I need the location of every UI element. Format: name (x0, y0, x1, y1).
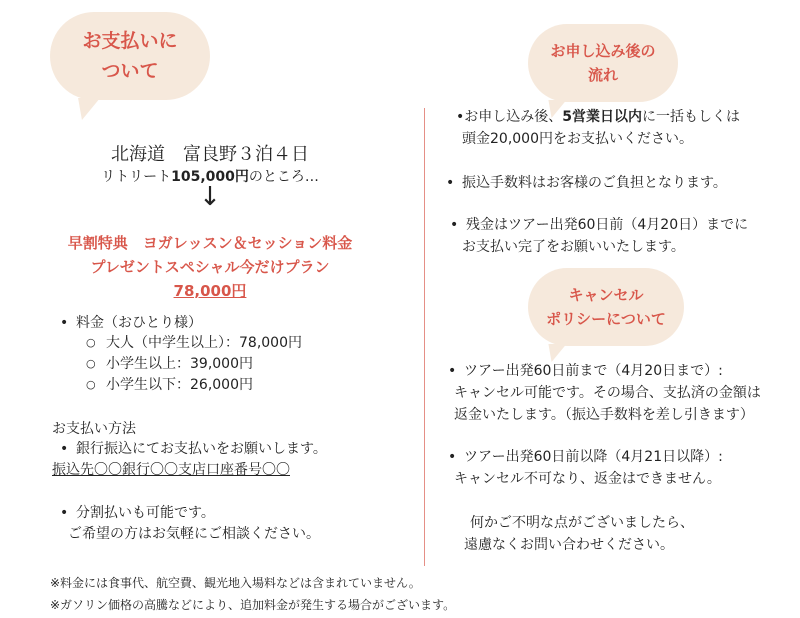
payment-bank-transfer: • 銀行振込にてお支払いをお願いします。 (76, 440, 327, 458)
promo-price: 78,000円 (173, 282, 247, 300)
down-arrow-icon: ↓ (199, 182, 221, 212)
flow-step3-line1: • 残金はツアー出発60日前（4月20日）までに (466, 216, 748, 234)
fee-heading: • 料金（おひとり様） (76, 314, 202, 332)
installment-line1: • 分割払いも可能です。 (76, 504, 215, 522)
flow-bubble-line1: お申し込み後の (550, 42, 656, 60)
fee-adult: ○ 大人（中学生以上）：78,000円 (106, 334, 302, 352)
column-divider (424, 108, 425, 566)
fee-below-elementary: ○ 小学生以下：26,000円 (106, 376, 253, 394)
cancel-bubble-line1: キャンセル (568, 286, 644, 304)
contact-line1: 何かご不明な点がございましたら、 (470, 515, 694, 531)
promo-line2: プレゼントスペシャル今だけプラン (90, 258, 330, 276)
flow-step3-line2: お支払い完了をお願いいたします。 (462, 239, 685, 255)
cancel-policy1-line1: • ツアー出発60日前まで（4月20日まで）: (464, 362, 723, 380)
cancel-bubble-line2: ポリシーについて (546, 310, 666, 328)
cancel-policy1-line2: キャンセル可能です。その場合、支払済の金額は (454, 385, 761, 401)
tour-title: 北海道 富良野３泊４日 (111, 144, 309, 165)
payment-account: 振込先〇〇銀行〇〇支店口座番号〇〇 (52, 462, 290, 478)
flow-step1-line2: 頭金20,000円をお支払いください。 (462, 131, 693, 147)
contact-line2: 遠慮なくお問い合わせください。 (464, 537, 674, 553)
flow-bubble-line2: 流れ (587, 66, 618, 84)
cancel-policy1-line3: 返金いたします。（振込手数料を差し引きます） (454, 407, 754, 423)
payment-method-heading: お支払い方法 (52, 421, 136, 437)
footer-note2: ※ガソリン価格の高騰などにより、追加料金が発生する場合がございます。 (50, 598, 456, 612)
cancel-speech-bubble (528, 268, 684, 346)
payment-speech-bubble (50, 12, 210, 100)
tour-sub-price: 105,000円 (171, 169, 249, 185)
installment-line2: ご希望の方はお気軽にご相談ください。 (68, 526, 320, 542)
fee-elementary: ○ 小学生以上：39,000円 (106, 355, 253, 373)
payment-bubble-line1: お支払いに (82, 30, 178, 52)
footer-note1: ※料金には食事代、航空費、観光地入場料などは含まれていません。 (50, 576, 421, 590)
flow1-suffix: に一括もしくは (642, 109, 741, 125)
tour-sub-prefix: リトリート (101, 169, 172, 185)
cancel-policy2-line1: • ツアー出発60日前以降（4月21日以降）: (464, 448, 723, 466)
flow-speech-bubble (528, 24, 678, 102)
tour-sub-suffix: のところ… (248, 169, 319, 185)
payment-bubble-line2: ついて (101, 60, 159, 82)
flow1-prefix: •お申し込み後、 (456, 109, 563, 125)
promo-line1: 早割特典 ヨガレッスン＆セッション料金 (67, 234, 353, 252)
flow1-bold: 5営業日以内 (562, 109, 643, 125)
flow-step2: • 振込手数料はお客様のご負担となります。 (462, 174, 727, 192)
flow-step1-line1 (456, 108, 740, 126)
cancel-policy2-line2: キャンセル不可なり、返金はできません。 (454, 471, 721, 487)
